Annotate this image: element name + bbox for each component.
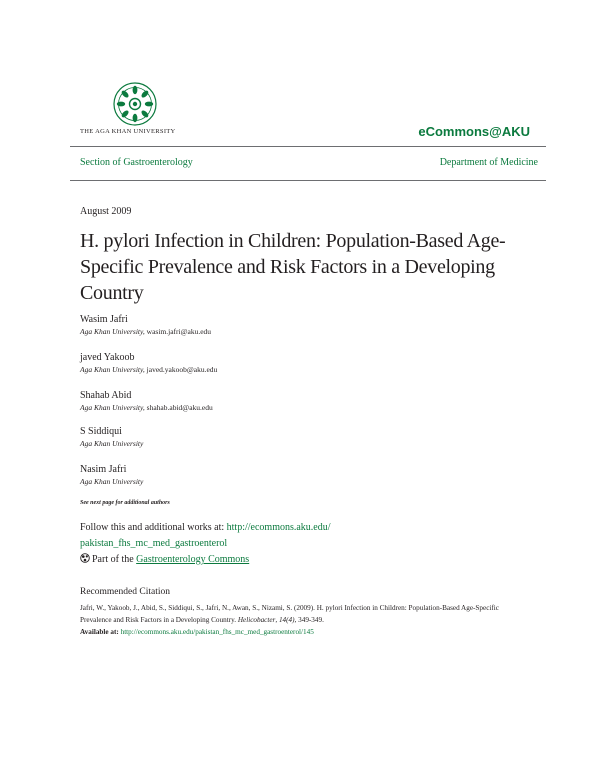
follow-text: Follow this and additional works at: — [80, 522, 227, 533]
top-divider — [70, 146, 546, 147]
author-entry: Shahab Abid Aga Khan University, shahab.abid@aku.edu — [80, 390, 213, 412]
author-affiliation: Aga Khan University — [80, 439, 144, 448]
author-entry — [80, 463, 143, 488]
author-affiliation: Aga Khan University — [80, 403, 143, 412]
collection-link-line2[interactable]: pakistan_fhs_mc_med_gastroenterol — [80, 538, 228, 549]
part-of-text: Part of the — [92, 554, 137, 565]
author-name: Shahab Abid — [80, 390, 132, 401]
citation-block: Jafri, W., Yakoob, J., Abid, S., Siddiqui, S., Jafri, N., Awan, S., Nizami, S. (2009). H. pylori Infection in Children: Population-Based Age-Specific Prevalence and Risk Factors in a Developing Country. Helicobacter, 14(4), 349-349. Available at: http://ecommons.aku.edu/pakistan_fhs_mc_med_gastroenterol/145 — [80, 604, 499, 636]
author-email: shahab.abid@aku.edu — [146, 403, 213, 412]
citation-pages: , 349-349. — [294, 616, 324, 624]
author-name: Nasim Jafri — [80, 464, 127, 475]
author-entry — [80, 425, 143, 450]
bottom-divider — [70, 180, 546, 181]
citation-volume: 14(4) — [278, 616, 295, 624]
part-of-commons — [80, 553, 249, 567]
author-affiliation: Aga Khan University — [80, 477, 144, 486]
citation-text: Jafri, W., Yakoob, J., Abid, S., Siddiqui, S., Jafri, N., Awan, S., Nizami, S. (2009). H. pylori Infection in Children: Population-Based Age-Specific Prevalence and Risk Factors in a Developing Country. — [80, 604, 499, 624]
author-entry: javed Yakoob Aga Khan University, javed.yakoob@aku.edu — [80, 352, 218, 374]
author-entry: Wasim Jafri Aga Khan University, wasim.jafri@aku.edu — [80, 314, 212, 336]
commons-network-icon — [80, 553, 90, 563]
citation-url[interactable]: http://ecommons.aku.edu/pakistan_fhs_mc_med_gastroenterol/145 — [120, 628, 314, 636]
gastroenterology-commons-link[interactable]: Gastroenterology Commons — [136, 554, 250, 565]
author-email: wasim.jafri@aku.edu — [146, 327, 212, 336]
section-link[interactable]: Section of Gastroenterology — [80, 157, 193, 168]
author-affiliation: Aga Khan University — [80, 327, 143, 336]
citation-journal: Helicobacter — [237, 616, 276, 624]
author-name: Wasim Jafri — [80, 314, 128, 325]
follow-works — [80, 520, 500, 552]
author-email: javed.yakoob@aku.edu — [146, 365, 218, 374]
institution-logo — [80, 82, 190, 138]
author-name: S Siddiqui — [80, 426, 122, 437]
institution-name: THE AGA KHAN UNIVERSITY — [80, 128, 176, 135]
repository-name[interactable]: eCommons@AKU — [418, 124, 530, 139]
more-authors-note: See next page for additional authors — [80, 500, 170, 506]
department-link[interactable]: Department of Medicine — [439, 157, 538, 168]
available-label: Available at: — [80, 628, 119, 636]
author-name: javed Yakoob — [80, 352, 135, 363]
aku-logo-icon — [113, 82, 157, 126]
article-title: H. pylori Infection in Children: Population-Based Age-Specific Prevalence and Risk Factors in a Developing Country — [80, 230, 506, 304]
publication-date: August 2009 — [80, 206, 132, 217]
collection-link-line1[interactable]: http://ecommons.aku.edu/ — [226, 522, 331, 533]
author-affiliation: Aga Khan University — [80, 365, 143, 374]
citation-heading: Recommended Citation — [80, 587, 170, 597]
